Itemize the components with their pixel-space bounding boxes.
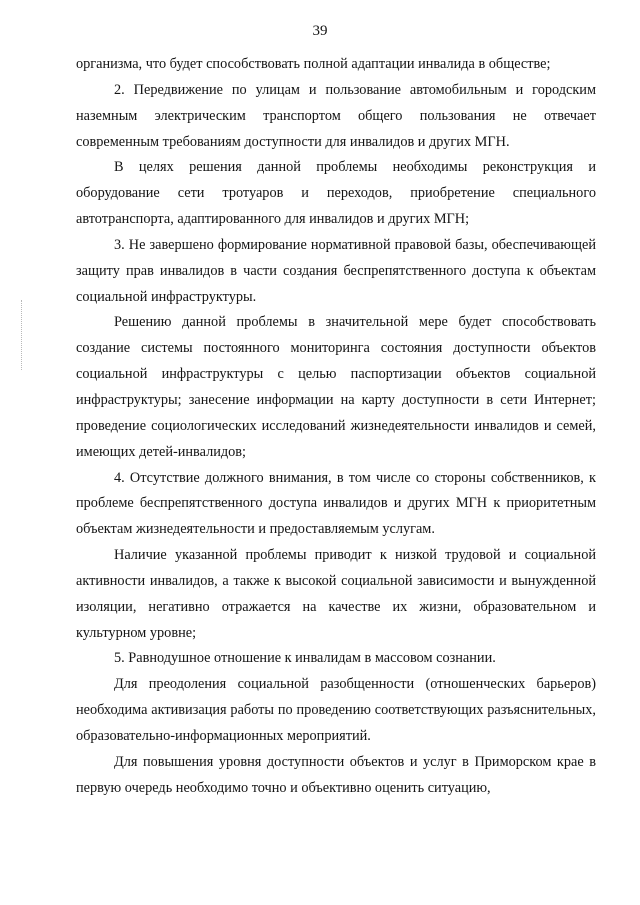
paragraph-item-4-consequence: Наличие указанной проблемы приводит к низкой трудовой и социальной активности инвалидов, а также к высокой социальной зависимости и вынужденной изоляции, негативно отражается на качестве их жизни, образовательном и культурном уровне; [76, 547, 596, 641]
margin-scan-mark [21, 300, 22, 370]
paragraph-item-3: 3. Не завершено формирование нормативной правовой базы, обеспечивающей защиту прав инвалидов в части создания беспрепятственного доступа к объектам социальной инфраструктуры. [76, 236, 596, 305]
paragraph-item-3-solution: Решению данной проблемы в значительной мере будет способствовать создание системы постоянного мониторинга состояния доступности объектов социальной инфраструктуры с целью паспортизации объектов социальной инфраструктуры; занесение информации на карту доступности в сети Интернет; проведение социологических исследований жизнедеятельности инвалидов и семей, имеющих детей-инвалидов; [76, 314, 596, 460]
paragraph-item-2: 2. Передвижение по улицам и пользование автомобильным и городским наземным электрическим транспортом общего пользования не отвечает современным требованиям доступности для инвалидов и других МГН. [76, 81, 596, 150]
body-text [76, 52, 596, 801]
page-number: 39 [312, 23, 328, 39]
paragraph-item-5: 5. Равнодушное отношение к инвалидам в массовом сознании. [114, 650, 496, 667]
paragraph-continuation: организма, что будет способствовать полной адаптации инвалида в обществе; [76, 56, 551, 72]
paragraph-item-4: 4. Отсутствие должного внимания, в том числе со стороны собственников, к проблеме беспрепятственного доступа инвалидов и других МГН к приоритетным объектам жизнедеятельности и предоставляемым услугам. [76, 469, 596, 538]
paragraph-item-2-solution: В целях решения данной проблемы необходимы реконструкция и оборудование сети тротуаров и переходов, приобретение специального автотранспорта, адаптированного для инвалидов и других МГН; [76, 159, 596, 228]
paragraph-item-5-solution: Для преодоления социальной разобщенности (отношенческих барьеров) необходима активизация работы по проведению соответствующих разъяснительных, образовательно-информационных мероприятий. [76, 676, 596, 744]
paragraph-accessibility: Для повышения уровня доступности объектов и услуг в Приморском крае в первую очередь необходимо точно и объективно оценить ситуацию, [76, 753, 596, 796]
